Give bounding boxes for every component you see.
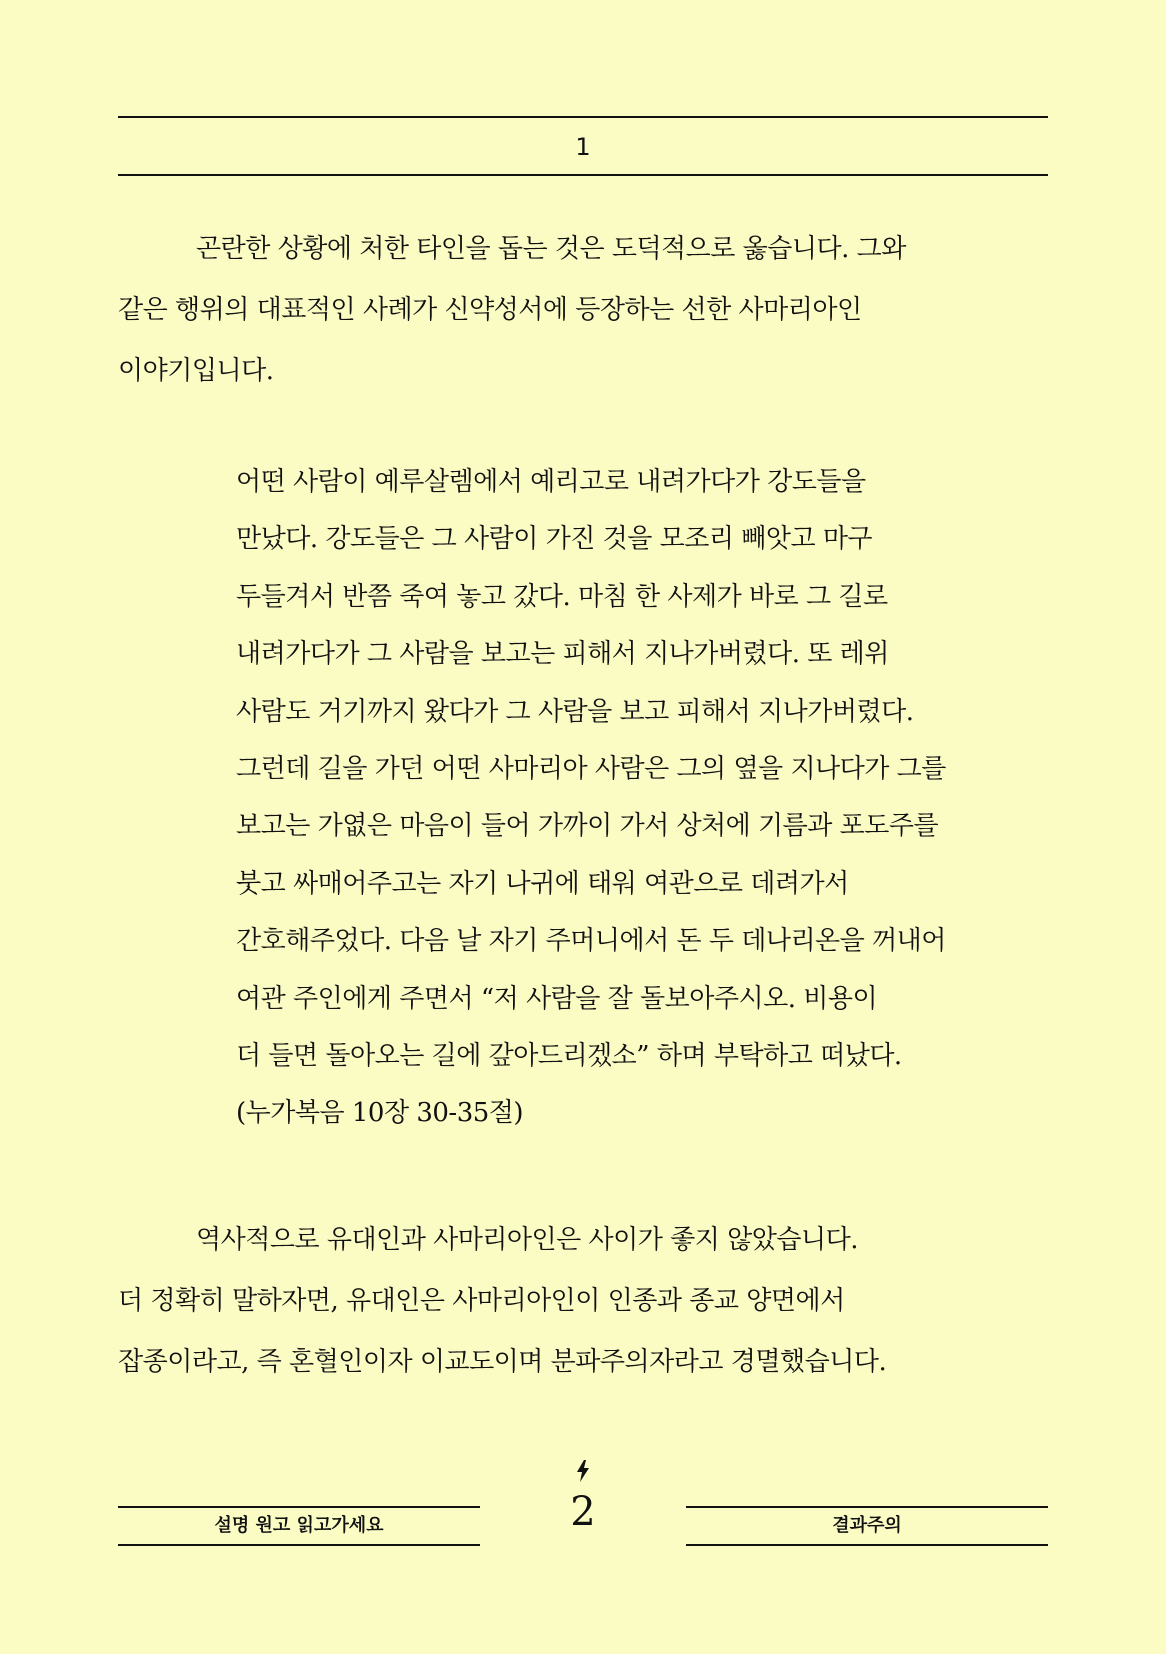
- intro-paragraph: [118, 219, 1048, 402]
- closing-line: 역사적으로 유대인과 사마리아인은 사이가 좋지 않았습니다.: [196, 1225, 858, 1255]
- quote-line: 두들겨서 반쯤 죽여 놓고 갔다. 마침 한 사제가 바로 그 길로: [236, 581, 888, 612]
- quote-line: 붓고 싸매어주고는 자기 나귀에 태워 여관으로 데려가서: [236, 868, 849, 899]
- quote-line: 사람도 거기까지 왔다가 그 사람을 보고 피해서 지나가버렸다.: [236, 696, 914, 727]
- quote-citation: (누가복음 10장 30-35절): [236, 1098, 524, 1129]
- quote-line: 그런데 길을 가던 어떤 사마리아 사람은 그의 옆을 지나다가 그를: [236, 754, 946, 785]
- page-footer: [118, 1460, 1048, 1570]
- quote-line: 더 들면 돌아오는 길에 갚아드리겠소” 하며 부탁하고 떠났다.: [236, 1041, 902, 1072]
- footer-page-number: 2: [570, 1489, 596, 1535]
- closing-paragraph: [118, 1210, 1048, 1393]
- quote-line: 간호해주었다. 다음 날 자기 주머니에서 돈 두 데나리온을 꺼내어: [236, 926, 946, 957]
- lightning-icon: [575, 1460, 591, 1482]
- closing-line: 잡종이라고, 즉 혼혈인이자 이교도이며 분파주의자라고 경멸했습니다.: [118, 1347, 887, 1377]
- footer-left-label[interactable]: 설명 원고 읽고가세요: [118, 1506, 480, 1546]
- intro-line: 같은 행위의 대표적인 사례가 신약성서에 등장하는 선한 사마리아인: [118, 295, 862, 325]
- header-rule-top: [118, 116, 1048, 118]
- footer-center: [533, 1460, 633, 1536]
- quote-line: 어떤 사람이 예루살렘에서 예리고로 내려가다가 강도들을: [236, 467, 866, 497]
- header-page-number: 1: [575, 133, 591, 161]
- header-rule-bottom: [118, 174, 1048, 176]
- intro-line: 이야기입니다.: [118, 356, 274, 386]
- scripture-quote: [236, 454, 1048, 1143]
- quote-line: 여관 주인에게 주면서 “저 사람을 잘 돌보아주시오. 비용이: [236, 983, 878, 1014]
- quote-line: 내려가다가 그 사람을 보고는 피해서 지나가버렸다. 또 레위: [236, 639, 889, 670]
- quote-line: 보고는 가엾은 마음이 들어 가까이 가서 상처에 기름과 포도주를: [236, 811, 939, 842]
- intro-line: 곤란한 상황에 처한 타인을 돕는 것은 도덕적으로 옳습니다. 그와: [196, 234, 906, 264]
- closing-line: 더 정확히 말하자면, 유대인은 사마리아인이 인종과 종교 양면에서: [118, 1286, 845, 1316]
- quote-line: 만났다. 강도들은 그 사람이 가진 것을 모조리 빼앗고 마구: [236, 524, 873, 555]
- footer-right-label[interactable]: 결과주의: [686, 1506, 1048, 1546]
